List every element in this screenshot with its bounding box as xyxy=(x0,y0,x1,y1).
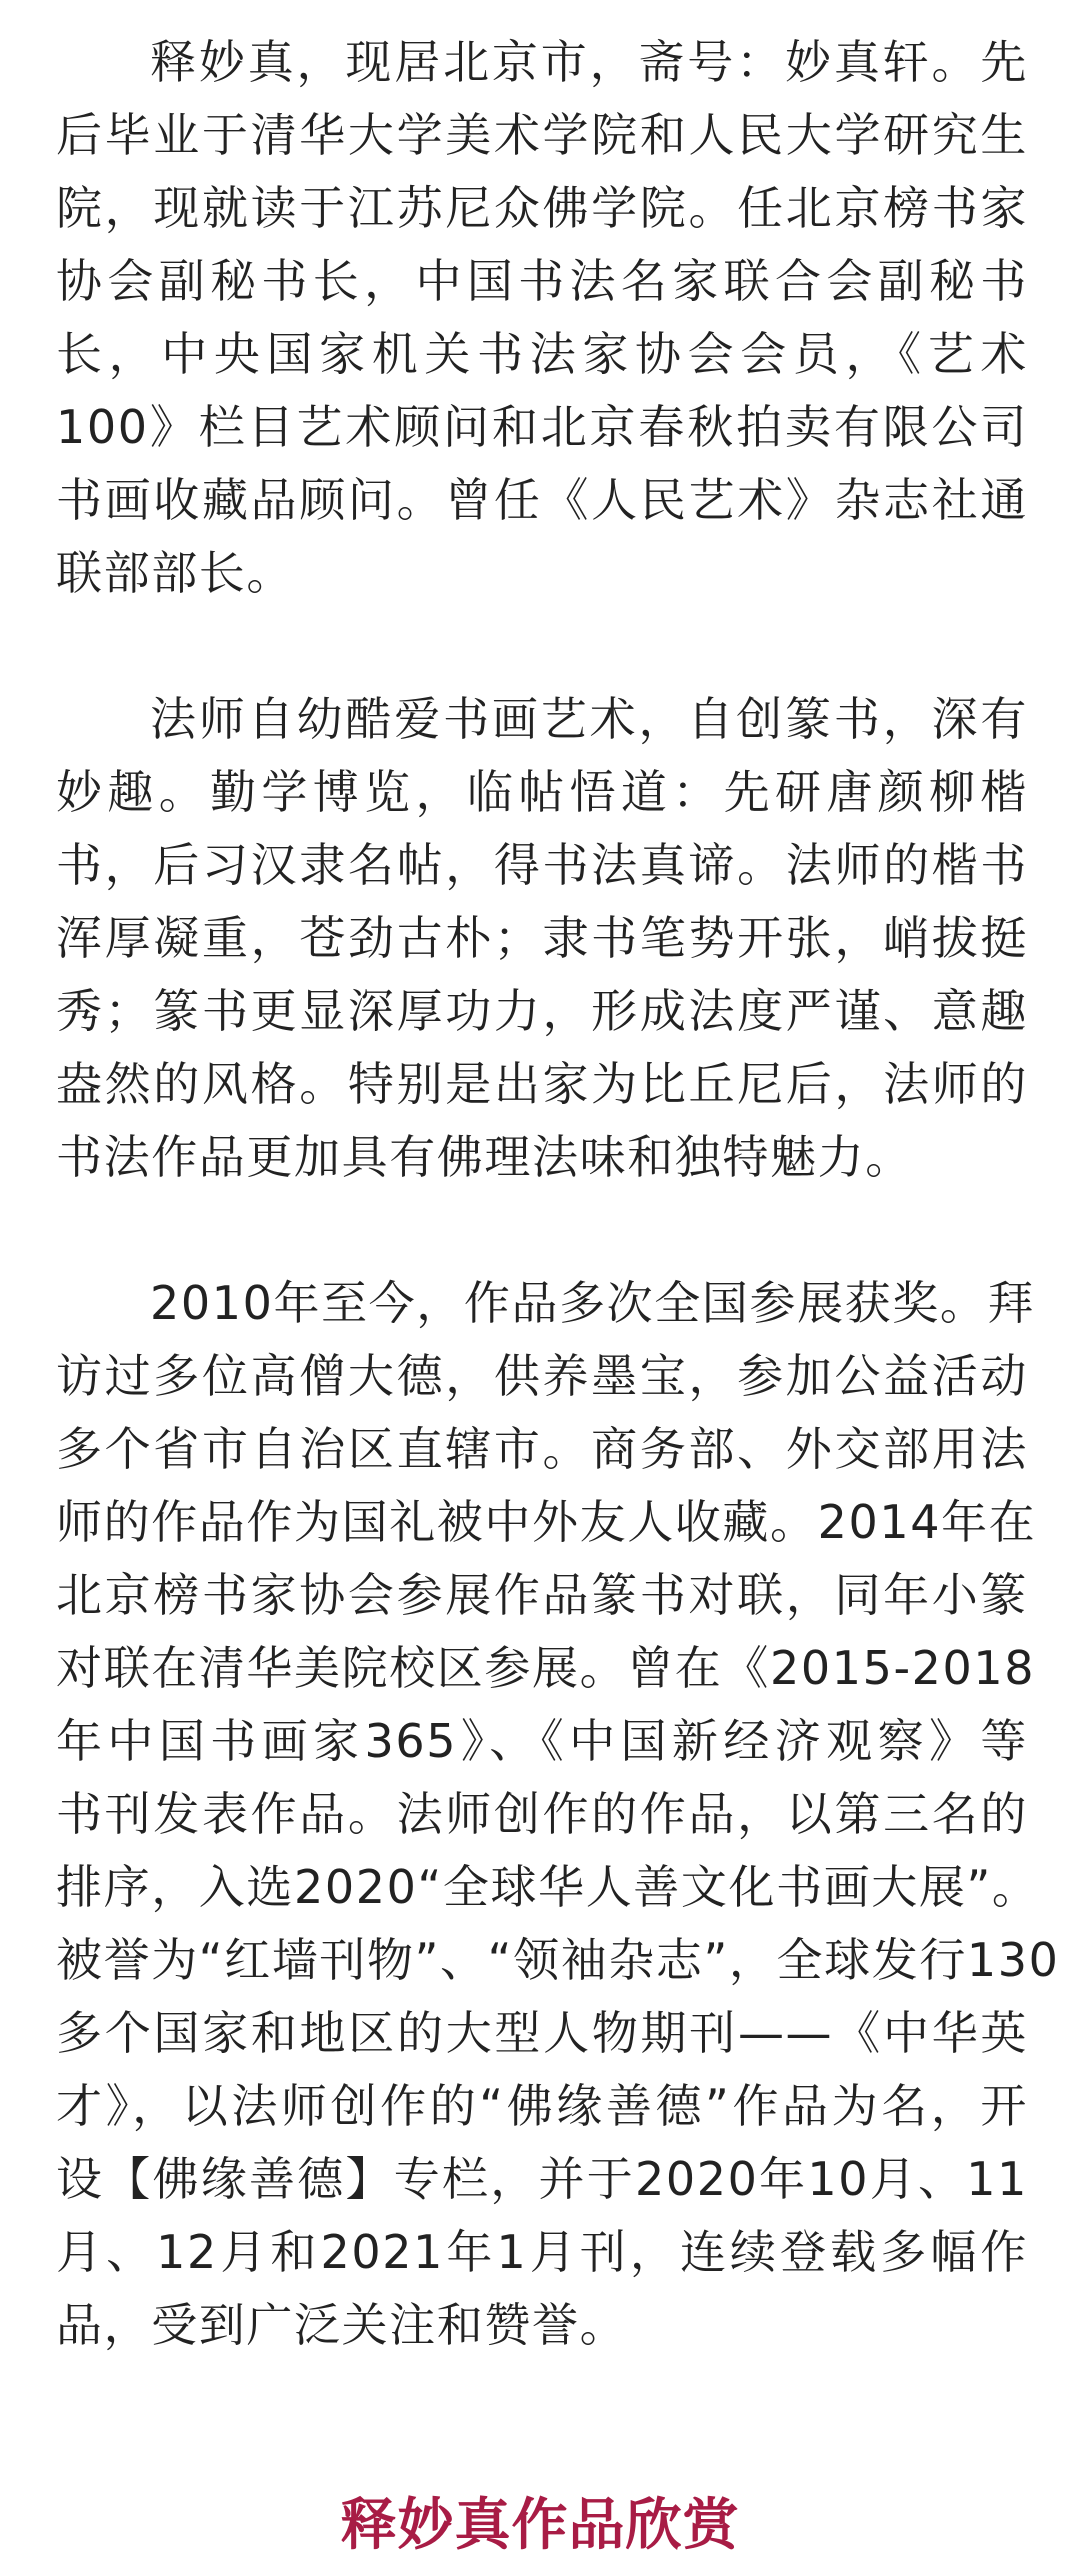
text-line: 2010年至今，作品多次全国参展获奖。拜 xyxy=(150,1276,1036,1330)
text-line: 协会副秘书长，中国书法名家联合会副秘书 xyxy=(56,254,1028,308)
text-line: 盎然的风格。特别是出家为比丘尼后，法师的 xyxy=(56,1057,1028,1111)
paragraph-bio xyxy=(56,26,1028,610)
paragraph-calligraphy-style xyxy=(56,683,1028,1194)
text-line: 书刊发表作品。法师创作的作品，以第三名的 xyxy=(56,1787,1028,1841)
text-line: 书法作品更加具有佛理法味和独特魅力。 xyxy=(56,1130,913,1184)
text-line: 排序，入选2020“全球华人善文化书画大展”。 xyxy=(56,1860,1040,1914)
text-line: 北京榜书家协会参展作品篆书对联，同年小篆 xyxy=(56,1568,1028,1622)
text-line: 师的作品作为国礼被中外友人收藏。2014年在 xyxy=(56,1495,1037,1549)
text-line: 多个省市自治区直辖市。商务部、外交部用法 xyxy=(56,1422,1028,1476)
text-line: 访过多位高僧大德，供养墨宝，参加公益活动 xyxy=(56,1349,1028,1403)
text-line: 多个国家和地区的大型人物期刊——《中华英 xyxy=(56,2006,1028,2060)
text-line: 浑厚凝重，苍劲古朴；隶书笔势开张，峭拔挺 xyxy=(56,911,1028,965)
text-line: 妙趣。勤学博览，临帖悟道：先研唐颜柳楷 xyxy=(56,765,1028,819)
text-line: 才》，以法师创作的“佛缘善德”作品为名，开 xyxy=(56,2079,1028,2133)
text-line: 秀；篆书更显深厚功力，形成法度严谨、意趣 xyxy=(56,984,1028,1038)
text-line: 书画收藏品顾问。曾任《人民艺术》杂志社通 xyxy=(56,473,1028,527)
article-body xyxy=(56,26,1060,2435)
text-line: 月、12月和2021年1月刊，连续登载多幅作 xyxy=(56,2225,1028,2279)
text-line: 年中国书画家365》、《中国新经济观察》等 xyxy=(56,1714,1028,1768)
text-line: 法师自幼酷爱书画艺术，自创篆书，深有 xyxy=(150,692,1028,746)
text-line: 设【佛缘善德】专栏，并于2020年10月、11 xyxy=(56,2152,1028,2206)
text-line: 100》栏目艺术顾问和北京春秋拍卖有限公司 xyxy=(56,400,1028,454)
text-line: 被誉为“红墙刊物”、“领袖杂志”，全球发行130 xyxy=(56,1933,1060,1987)
text-line: 释妙真，现居北京市，斋号：妙真轩。先 xyxy=(150,35,1028,89)
text-line: 院，现就读于江苏尼众佛学院。任北京榜书家 xyxy=(56,181,1028,235)
paragraph-achievements xyxy=(56,1267,1060,2362)
text-line: 联部部长。 xyxy=(56,546,294,600)
section-heading-works: 释妙真作品欣赏 xyxy=(340,2493,740,2559)
text-line: 后毕业于清华大学美术学院和人民大学研究生 xyxy=(56,108,1028,162)
text-line: 对联在清华美院校区参展。曾在《2015-2018 xyxy=(56,1641,1036,1695)
text-line: 书，后习汉隶名帖，得书法真谛。法师的楷书 xyxy=(56,838,1028,892)
text-line: 长，中央国家机关书法家协会会员，《艺术 xyxy=(56,327,1028,381)
text-line: 品，受到广泛关注和赞誉。 xyxy=(56,2298,628,2352)
